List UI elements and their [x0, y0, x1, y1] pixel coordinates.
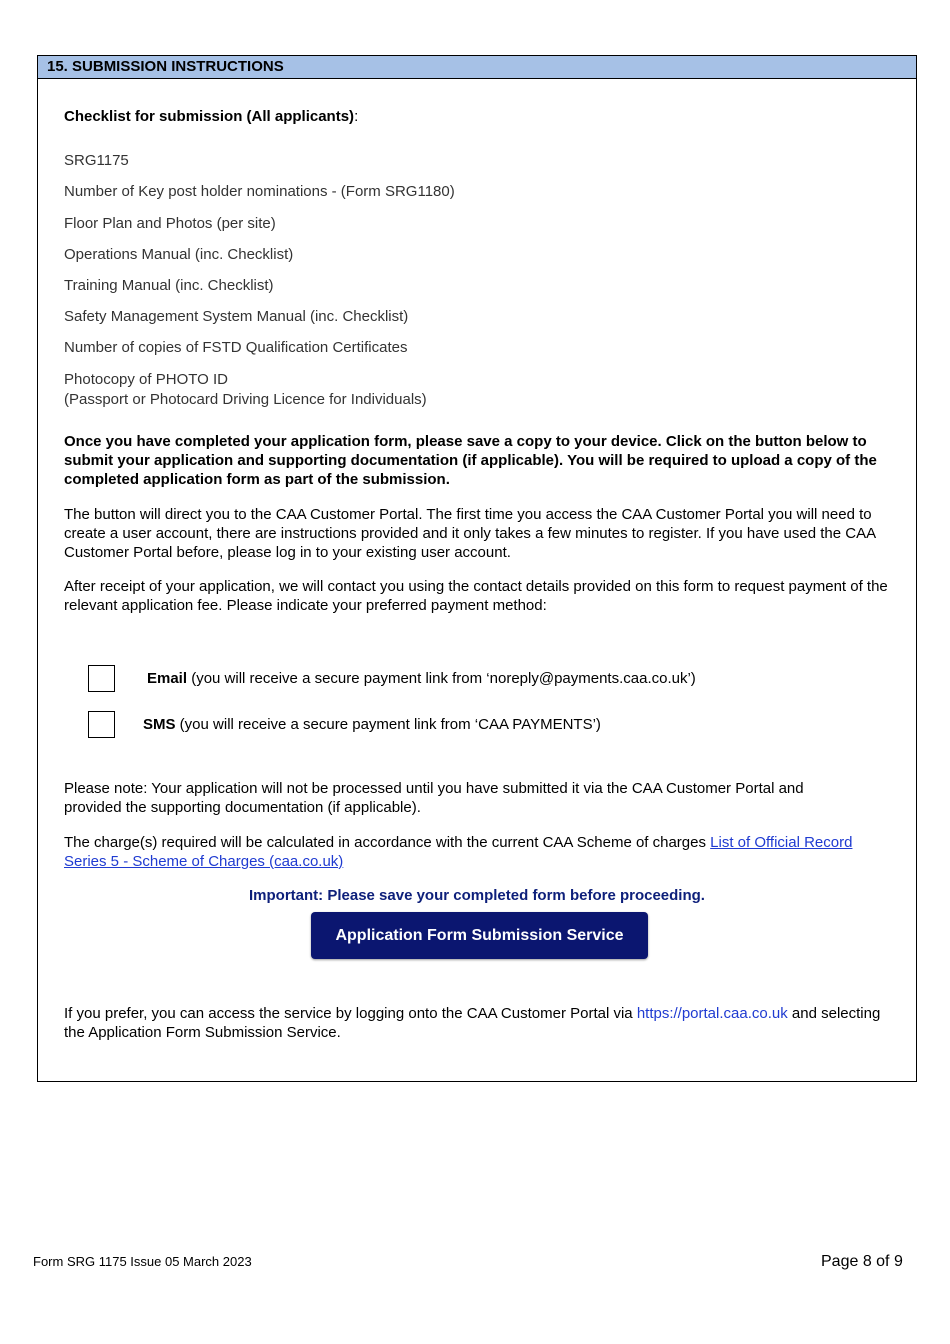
- application-form-submission-button[interactable]: Application Form Submission Service: [311, 912, 648, 959]
- alternative-access-paragraph: [64, 1004, 904, 1042]
- sms-option-description: (you will receive a secure payment link from ‘CAA PAYMENTS’): [175, 716, 601, 733]
- checklist-item-training-manual: Training Manual (inc. Checklist): [64, 277, 274, 294]
- page-number: Page 8 of 9: [821, 1253, 903, 1270]
- checklist-item-sms-manual: Safety Management System Manual (inc. Checklist): [64, 308, 409, 325]
- email-payment-option: [147, 669, 696, 688]
- checklist-item-fstd-certificates: Number of copies of FSTD Qualification Certificates: [64, 339, 408, 356]
- portal-paragraph: The button will direct you to the CAA Customer Portal. The first time you access the CAA Customer Portal you will need to create a user account, there are instructions provided and it only takes a few minutes to register. If you have used the CAA Customer Portal before, please log in to your existing user account.: [64, 506, 876, 561]
- sms-payment-checkbox[interactable]: [88, 711, 115, 738]
- email-option-label: Email: [147, 670, 188, 687]
- sms-option-label: SMS: [143, 716, 176, 733]
- please-note-paragraph: Please note: Your application will not be processed until you have submitted it via the CAA Customer Portal and provided the supporting documentation (if applicable).: [64, 780, 804, 816]
- email-payment-checkbox[interactable]: [88, 665, 115, 692]
- alternative-prefix: If you prefer, you can access the service by logging onto the CAA Customer Portal via: [64, 1005, 637, 1022]
- checklist-item-photo-id-note: (Passport or Photocard Driving Licence for Individuals): [64, 391, 427, 408]
- alternative-suffix: and selecting the Application Form Submission Service.: [64, 1005, 881, 1041]
- checklist-heading-colon: :: [354, 108, 359, 125]
- checklist-item-floor-plan: Floor Plan and Photos (per site): [64, 215, 276, 232]
- checklist-item-srg1175: SRG1175: [64, 152, 129, 169]
- submission-instructions-section: [37, 55, 917, 1082]
- checklist-heading-text: Checklist for submission (All applicants): [64, 108, 355, 125]
- checklist-item-photo-id: Photocopy of PHOTO ID: [64, 371, 228, 388]
- checklist-item-key-post-holders: Number of Key post holder nominations - (Form SRG1180): [64, 183, 455, 200]
- important-save-notice: Important: Please save your completed form before proceeding.: [249, 887, 705, 904]
- charges-text: The charge(s) required will be calculated in accordance with the current CAA Scheme of charges: [64, 834, 711, 851]
- charges-paragraph: [64, 833, 854, 871]
- section-header: 15. SUBMISSION INSTRUCTIONS: [38, 56, 916, 79]
- submit-instructions-paragraph: Once you have completed your application form, please save a copy to your device. Click on the button below to submit your application and supporting documentation (if applicable). You will be required to upload a copy of the completed application form as part of the submission.: [64, 433, 877, 488]
- email-option-description: (you will receive a secure payment link from ‘noreply@payments.caa.co.uk’): [187, 670, 696, 687]
- checklist-item-operations-manual: Operations Manual (inc. Checklist): [64, 246, 294, 263]
- payment-paragraph: After receipt of your application, we will contact you using the contact details provided on this form to request payment of the relevant application fee. Please indicate your preferred payment method:: [64, 578, 888, 614]
- form-issue-footer: Form SRG 1175 Issue 05 March 2023: [33, 1254, 252, 1269]
- sms-payment-option: [143, 715, 601, 734]
- checklist-heading: [64, 107, 358, 126]
- portal-url-link[interactable]: https://portal.caa.co.uk: [636, 1005, 788, 1022]
- scheme-of-charges-link[interactable]: Series 5 - Scheme of Charges (caa.co.uk): [64, 853, 344, 870]
- official-record-link[interactable]: List of Official Record: [710, 834, 853, 851]
